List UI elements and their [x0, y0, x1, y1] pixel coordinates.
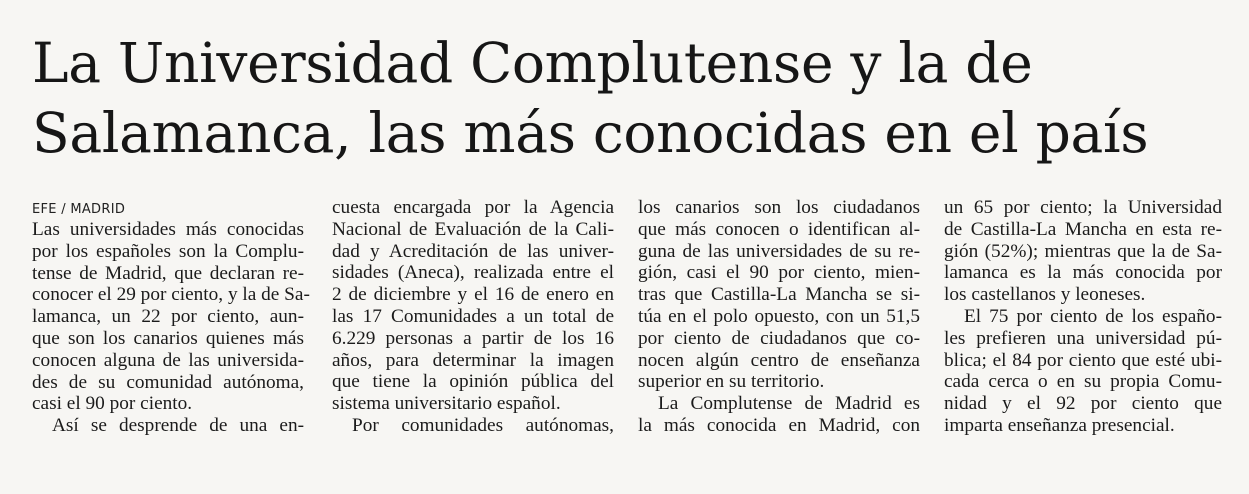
text-line: 2 de diciembre y el 16 de enero en: [332, 284, 614, 306]
text-line: cada cerca o en su propia Comu-: [944, 371, 1222, 393]
text-line: conocen alguna de las universida-: [32, 349, 304, 371]
text-line: gión (52%); mientras que la de Sa-: [944, 240, 1222, 262]
text-line: dad y Acreditación de las univer-: [332, 240, 614, 262]
text-line: los castellanos y leoneses.: [944, 284, 1146, 306]
text-line: superior en su territorio.: [638, 371, 825, 393]
text-line: años, para determinar la imagen: [332, 349, 614, 371]
headline-line-1: La Universidad Complutense y la de: [32, 31, 1033, 95]
text-line: blica; el 84 por ciento que esté ubi-: [944, 349, 1222, 371]
text-line: los canarios son los ciudadanos: [638, 197, 920, 218]
text-line: lamanca es la más conocida por: [944, 262, 1222, 284]
text-line: cuesta encargada por la Agencia: [332, 197, 614, 218]
text-line: El 75 por ciento de los españo-: [964, 305, 1222, 327]
text-line: que son los canarios quienes más: [32, 327, 304, 349]
byline: EFE / MADRID: [32, 202, 126, 217]
text-line: sistema universitario español.: [332, 393, 561, 415]
text-line: por ciento de ciudadanos que co-: [638, 327, 920, 349]
text-line: des de su comunidad autónoma,: [32, 371, 304, 393]
text-line: Así se desprende de una en-: [52, 415, 304, 437]
text-line: les prefieren una universidad pú-: [944, 327, 1222, 349]
article-column-1: [32, 219, 310, 437]
text-line: conocer el 29 por ciento, y la de Sa-: [32, 284, 310, 306]
text-line: Nacional de Evaluación de la Cali-: [332, 218, 614, 240]
text-line: sidades (Aneca), realizada entre el: [332, 262, 614, 284]
text-line: Las universidades más conocidas: [32, 219, 304, 240]
headline-line-2: Salamanca, las más conocidas en el país: [32, 101, 1149, 165]
article-column-3: [638, 197, 920, 437]
text-line: 6.229 personas a partir de los 16: [332, 327, 614, 349]
text-line: nidad y el 92 por ciento que: [944, 393, 1222, 415]
text-line: imparta enseñanza presencial.: [944, 414, 1175, 436]
headline: [32, 28, 1232, 168]
text-line: nocen algún centro de enseñanza: [638, 349, 920, 371]
text-line: que más conocen o identifican al-: [638, 218, 920, 240]
text-line: la más conocida en Madrid, con: [638, 414, 920, 436]
text-line: que tiene la opinión pública del: [332, 371, 614, 393]
text-line: de Castilla-La Mancha en esta re-: [944, 218, 1222, 240]
text-line: un 65 por ciento; la Universidad: [944, 197, 1222, 218]
text-line: tense de Madrid, que declaran re-: [32, 262, 304, 284]
text-line: tras que Castilla-La Mancha se si-: [638, 284, 920, 306]
text-line: La Complutense de Madrid es: [658, 393, 920, 415]
article-column-4: [944, 197, 1222, 437]
text-line: lamanca, un 22 por ciento, aun-: [32, 306, 304, 328]
text-line: Por comunidades autónomas,: [352, 414, 614, 436]
text-line: gión, casi el 90 por ciento, mien-: [638, 262, 920, 284]
text-line: las 17 Comunidades a un total de: [332, 305, 614, 327]
text-line: túa en el polo opuesto, con un 51,5: [638, 305, 920, 327]
text-line: por los españoles son la Complu-: [32, 240, 304, 262]
text-line: casi el 90 por ciento.: [32, 393, 193, 415]
article-column-2: [332, 197, 614, 437]
text-line: guna de las universidades de su re-: [638, 240, 920, 262]
